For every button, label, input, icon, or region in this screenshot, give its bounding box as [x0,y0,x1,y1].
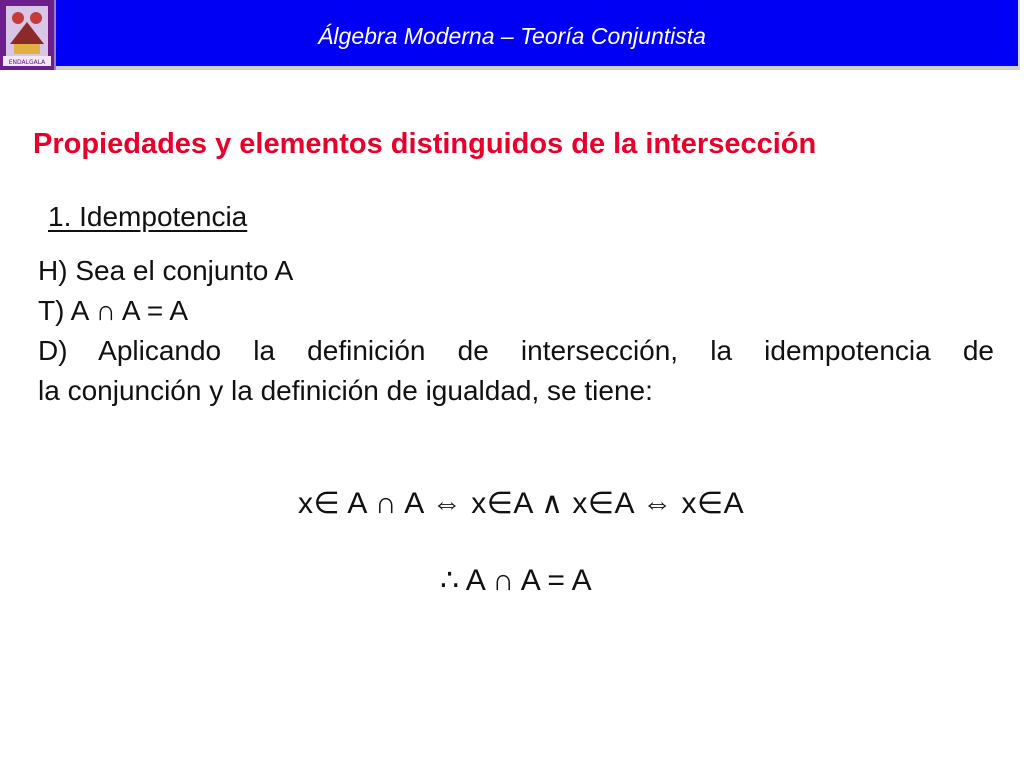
subheading-idempotencia: 1. Idempotencia [48,201,248,232]
formula-conclusion: ∴ A ∩ A = A [440,564,592,597]
header-title: Álgebra Moderna – Teoría Conjuntista [318,23,706,49]
hypothesis-line: H) Sea el conjunto A [38,255,294,286]
section-title: Propiedades y elementos distinguidos de la intersección [33,128,817,160]
formula-equivalence: x∈ A ∩ A ⇔ x∈A ∧ x∈A ⇔ x∈A [298,487,745,520]
demonstration-line-1: D) Aplicando la definición de intersección, la idempotencia de [38,335,994,366]
demonstration-line-2: la conjunción y la definición de igualdad, se tiene: [38,375,653,406]
logo-graphic [0,0,54,70]
thesis-line: T) A ∩ A = A [38,295,189,326]
institution-logo-icon [0,0,56,70]
header-bar [0,0,1020,70]
logo-text: ENDALGALA [8,59,46,66]
